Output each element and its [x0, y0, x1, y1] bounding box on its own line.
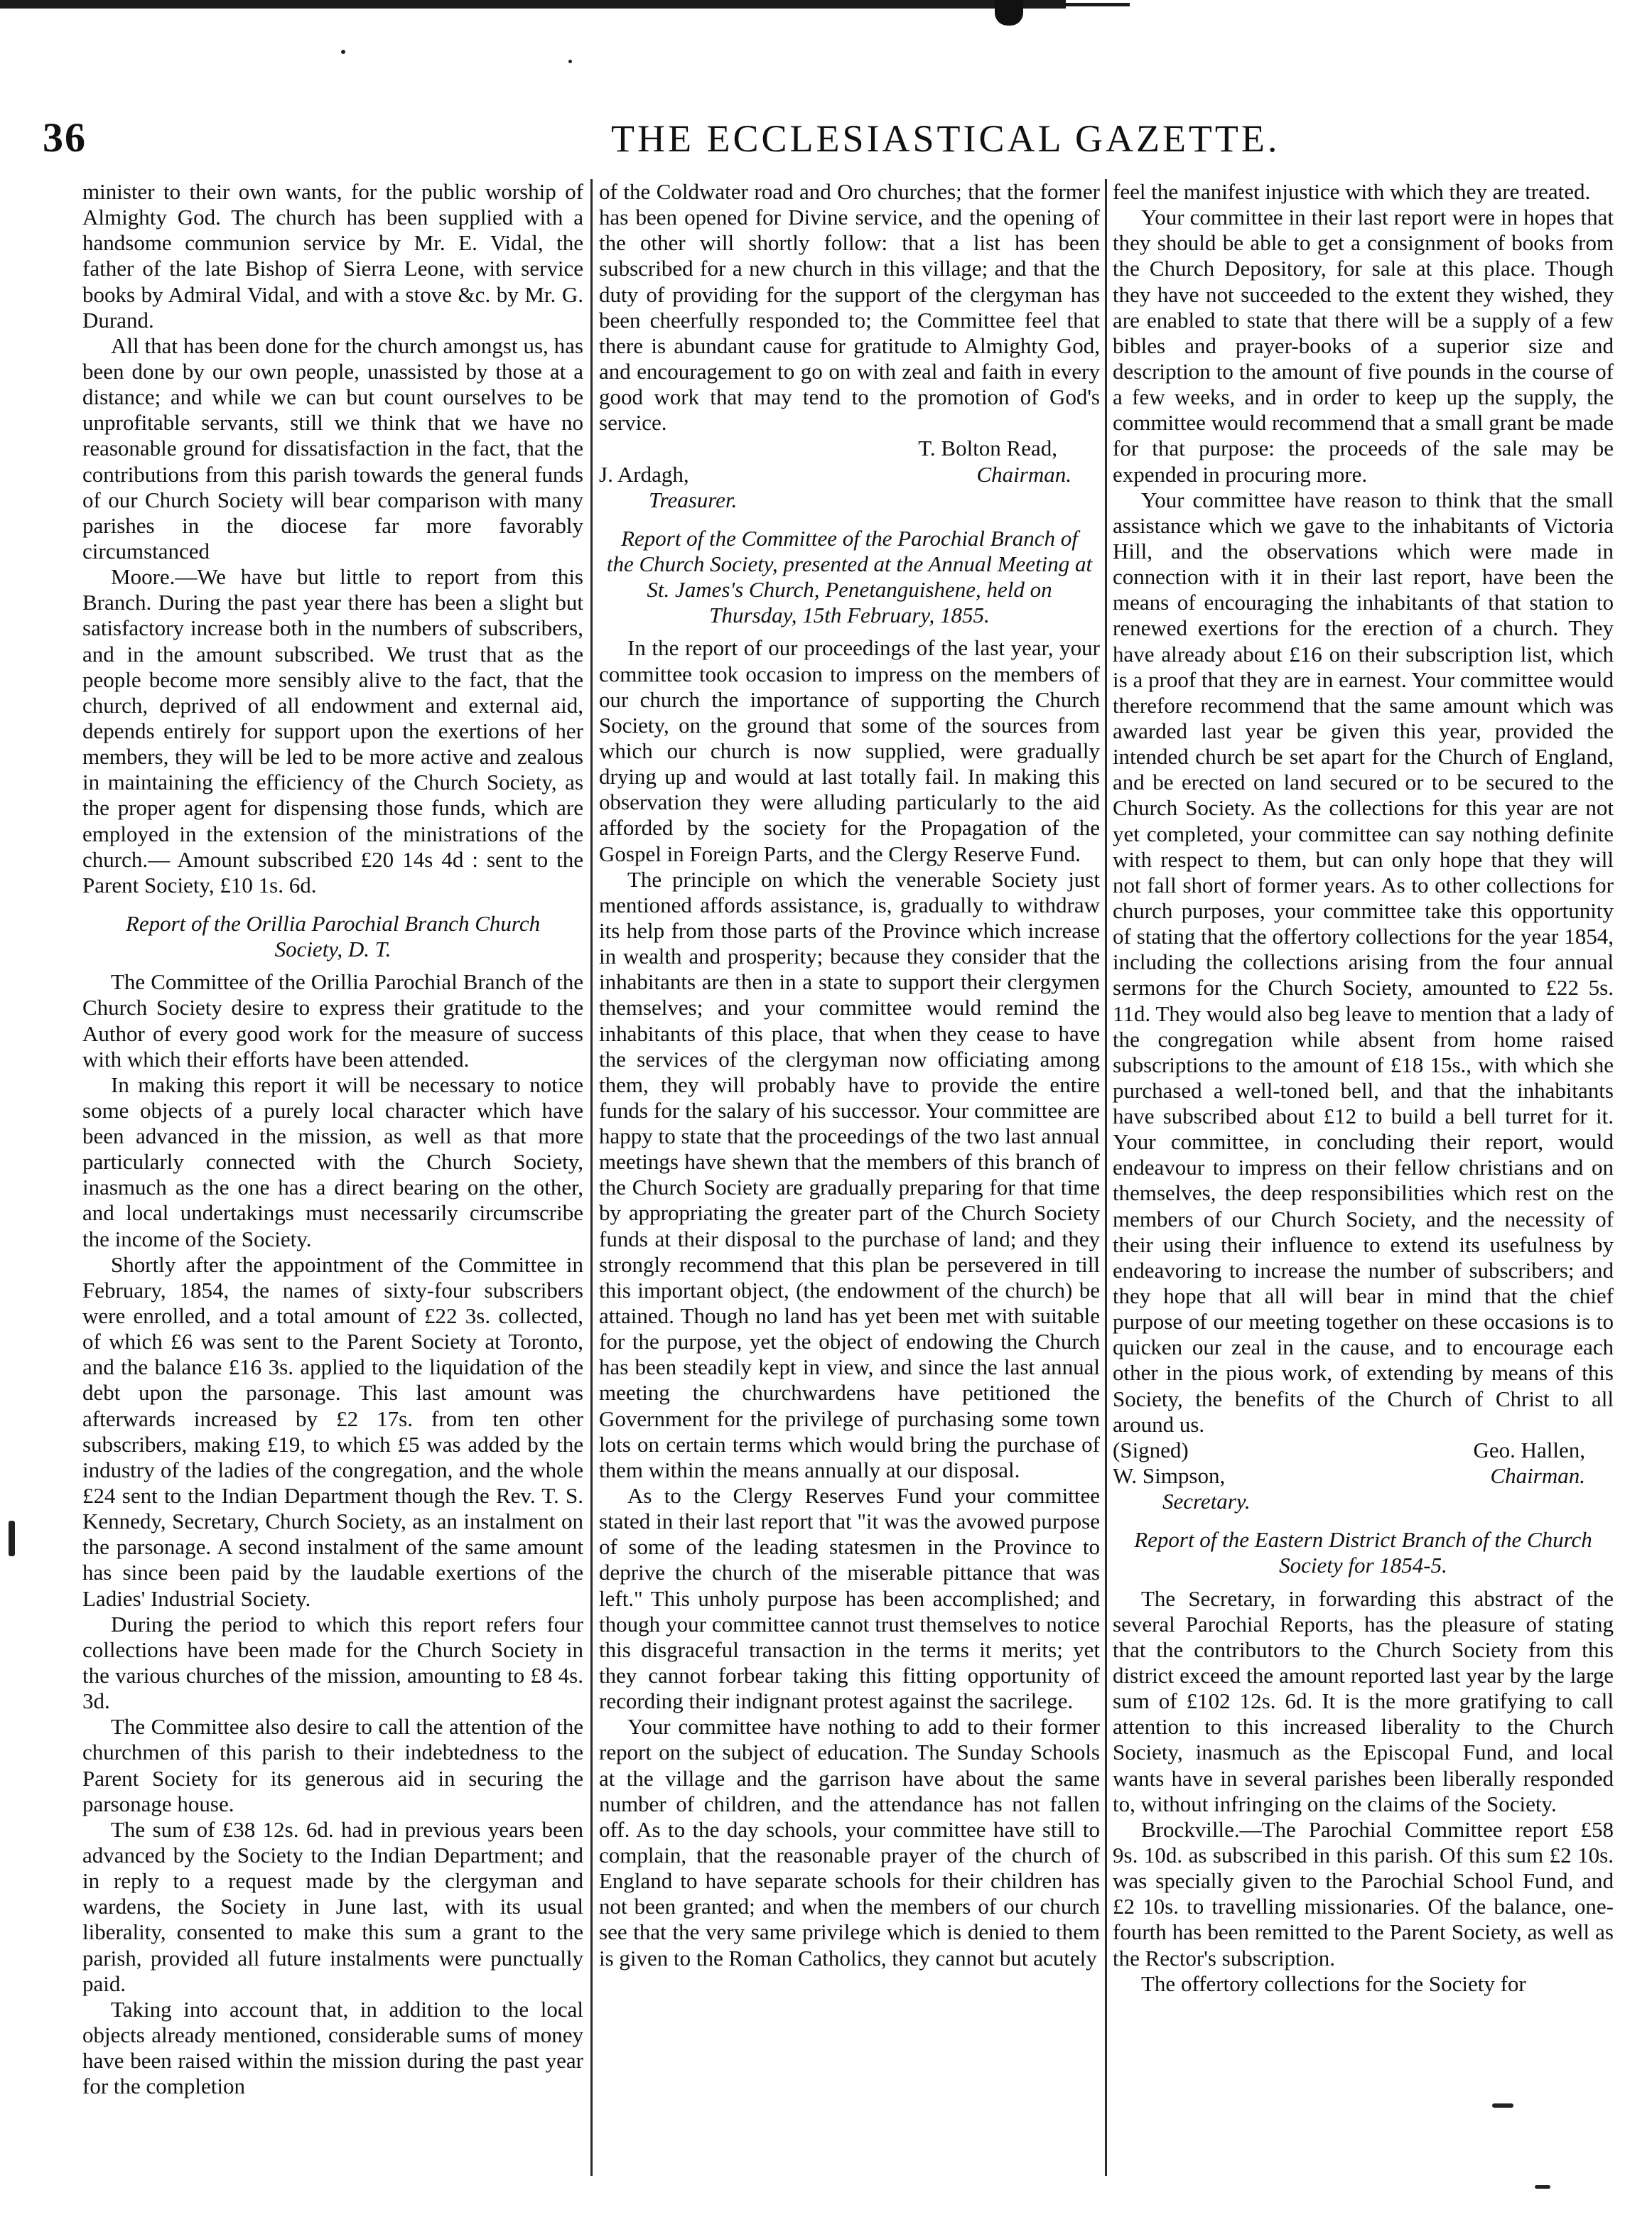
paragraph: Your committee have nothing to add to their former report on the subject of education. The Sunday Schools at the village and the garrison have about the same number of children, and the attendance has not fallen off. As to the day schools, your committee have still to complain, that the reasonable prayer of the church of England to have separate schools for their children has not been granted; and when the members of our church see that the very same privilege which is denied to them is given to the Roman Catholics, they cannot but acutely: [599, 1714, 1100, 1971]
running-title: THE ECCLESIASTICAL GAZETTE.: [611, 117, 1280, 160]
top-border-rule-fragment: [1066, 3, 1130, 6]
signature-name: W. Simpson,: [1113, 1463, 1226, 1489]
top-border-rule: [0, 0, 1066, 9]
paragraph: The Secretary, in forwarding this abstract of the several Parochial Reports, has the pleasure of stating that the contributors to the Church Society from this district exceed the amount reported last year by the large sum of £102 12s. 6d. It is the more gratifying to call attention to this increased liberality to the Church Society, inasmuch as the Episcopal Fund, and local wants have in several parishes been liberally responded to, without infringing on the claims of the Society.: [1113, 1585, 1614, 1816]
signature-line: T. Bolton Read,: [918, 436, 1057, 461]
paragraph: Brockville.—The Parochial Committee report £58 9s. 10d. as subscribed in this parish. Of this sum £2 10s. was specially given to the Parochial School Fund, and £2 10s. to travelling missionaries. Of the balance, one-fourth has been remitted to the Parent Society, as well as the Rector's subscription.: [1113, 1816, 1614, 1971]
report-heading: Report of the Orillia Parochial Branch Church Society, D. T.: [125, 910, 541, 962]
paragraph: All that has been done for the church amongst us, has been done by our own people, unassisted by those at a distance; and while we can but count ourselves to be unprofitable servants, still we think that we have no reasonable ground for dissatisfaction in the fact, that the contributions from this parish towards the general funds of our Church Society will bear comparison with many parishes in the diocese far more favorably circumstanced: [82, 333, 583, 564]
paragraph: of the Coldwater road and Oro churches; that the former has been opened for Divine service, and the opening of the other will shortly follow: that a list has been subscribed for a new church in this village; and that the duty of providing for the support of the clergyman has been cheerfully responded to; the Committee feel that there is abundant cause for gratitude to Almighty God, and encouragement to go on with zeal and faith in every good work that may tend to the promotion of God's service.: [599, 179, 1100, 436]
page-header: [43, 114, 1613, 163]
paragraph: As to the Clergy Reserves Fund your committee stated in their last report that "it was the avowed purpose of some of the leading statesmen in the Province to deprive the church of the miserable pittance that was left." This unholy purpose has been accomplished; and though your committee cannot trust themselves to notice this disgraceful transaction in the terms it merits; yet they cannot forbear taking this fitting opportunity of recording their indignant protest against the sacrilege.: [599, 1483, 1100, 1714]
paragraph: In the report of our proceedings of the last year, your committee took occasion to impress on the members of our church the importance of supporting the Church Society, on the ground that some of the sources from which our church is now supplied, were gradually drying up and would at last totally fail. In making this observation they were alluding particularly to the aid afforded by the society for the Propagation of the Gospel in Foreign Parts, and the Clergy Reserve Fund.: [599, 635, 1100, 866]
paragraph: Shortly after the appointment of the Committee in February, 1854, the names of sixty-four subscribers were enrolled, and a total amount of £22 3s. collected, of which £6 was sent to the Parent Society at Toronto, and the balance £16 3s. applied to the liquidation of the debt upon the parsonage. This last amount was afterwards increased by £2 17s. from ten other subscribers, making £19, to which £5 was added by the industry of the ladies of the congregation, and the whole £24 sent to the Indian Department though the Rev. T. S. Kennedy, Secretary, Church Society, as an instalment on the parsonage. A second instalment of the same amount has since been paid by the laudable exertions of the Ladies' Industrial Society.: [82, 1251, 583, 1611]
paragraph: feel the manifest injustice with which they are treated.: [1113, 179, 1591, 204]
paragraph: The principle on which the venerable Society just mentioned affords assistance, is, gradually to withdraw its help from those parts of the Province which increase in wealth and prosperity; because they consider that the inhabitants are then in a state to support their clergymen themselves; and your committee would remind the inhabitants of this place, that when they cease to have the services of the clergyman now officiating among them, they will probably have to provide the entire funds for the salary of his successor. Your committee are happy to state that the proceedings of the two last annual meetings have shewn that the members of this branch of the Church Society are gradually preparing for that time by appropriating the greater part of the Church Society funds at their disposal to the purchase of land; and they strongly recommend that this plan be persevered in till this important object, (the endowment of the church) be attained. Though no land has yet been met with suitable for the purpose, yet the object of endowing the Church has been steadily kept in view, and since the last annual meeting the churchwardens have petitioned the Government for the privilege of purchasing some town lots on certain terms which would bring the purchase of them within the means annually at our disposal.: [599, 866, 1100, 1482]
page-number: 36: [43, 114, 87, 161]
column-divider: [590, 179, 593, 2176]
paragraph: Taking into account that, in addition to the local objects already mentioned, considerable sums of money have been raised within the mission during the past year for the completion: [82, 1996, 583, 2099]
signature-block: [1113, 1438, 1614, 1514]
signature-role: Geo. Hallen,: [1473, 1437, 1585, 1462]
printer-mark: [995, 0, 1023, 26]
signature-line: [1113, 1463, 1614, 1489]
signature-line: [599, 462, 1100, 487]
paragraph: Your committee in their last report were in hopes that they should be able to get a consignment of books from the Church Depository, for sale at this place. Though they have not succeeded to the extent they wished, they are enabled to state that there will be a supply of a few bibles and prayer-books of a superior size and description to the amount of five pounds in the course of a few weeks, and in order to keep up the supply, the committee would recommend that a small grant be made for that purpose: the proceeds of the sale may be expended in procuring more.: [1113, 205, 1614, 487]
text-column-3: [1113, 179, 1614, 2176]
signature-name: J. Ardagh,: [599, 461, 689, 487]
signature-line: [1113, 1438, 1614, 1463]
paragraph: In making this report it will be necessary to notice some objects of a purely local character which have been advanced in the mission, as well as that more particularly connected with the Church Society, inasmuch as the one has a direct bearing on the other, and local undertakings must necessarily circumscribe the income of the Society.: [82, 1072, 583, 1251]
paragraph: The sum of £38 12s. 6d. had in previous years been advanced by the Society to the Indian Department; and in reply to a request made by the clergyman and wardens, the Society in June last, with its usual liberality, consented to make this sum a grant to the parish, provided all future instalments were punctually paid.: [82, 1816, 583, 1996]
paragraph: The Committee also desire to call the attention of the churchmen of this parish to their indebtedness to the Parent Society for its generous aid in securing the parsonage house.: [82, 1714, 583, 1816]
signature-name: (Signed): [1113, 1437, 1189, 1462]
paragraph: Moore.—We have but little to report from this Branch. During the past year there has been a slight but satisfactory increase both in the numbers of subscribers, and in the amount subscribed. We trust that as the people become more sensibly alive to the fact, that the church, deprived of all endowment and external aid, depends entirely for support upon the exertions of her members, they will be led to be more active and zealous in maintaining the efficiency of the Church Society, as the proper agent for dispensing those funds, which are employed in the extension of the ministrations of the church.— Amount subscribed £20 14s 4d : sent to the Parent Society, £10 1s. 6d.: [82, 564, 583, 898]
signature-block: [599, 436, 1100, 512]
signature-role: Chairman.: [1490, 1463, 1585, 1489]
report-heading: Report of the Committee of the Parochial Branch of the Church Society, presented at the Annual Meeting at St. James's Church, Penetanguishene, held on Thursday, 15th February, 1855.: [606, 525, 1093, 628]
text-column-1: [82, 179, 583, 2176]
paragraph: During the period to which this report refers four collections have been made for the Church Society in the various churches of the mission, amounting to £8 4s. 3d.: [82, 1611, 583, 1714]
column-divider: [1105, 179, 1107, 2176]
signature-role: Chairman.: [976, 461, 1071, 487]
paragraph: minister to their own wants, for the public worship of Almighty God. The church has been supplied with a handsome communion service by Mr. E. Vidal, the father of the late Bishop of Sierra Leone, with service books by Admiral Vidal, and with a stove &c. by Mr. G. Durand.: [82, 179, 583, 333]
report-heading: Report of the Eastern District Branch of the Church Society for 1854-5.: [1134, 1527, 1592, 1578]
text-column-2: [599, 179, 1100, 2176]
paragraph: Your committee have reason to think that the small assistance which we gave to the inhabitants of Victoria Hill, and the observations which were made in connection with it in their last report, have been the means of encouraging the inhabitants of that station to renewed exertions for the erection of a church. They have already about £16 on their subscription list, which is a proof that they are in earnest. Your committee would therefore recommend that the same amount which was awarded last year be given this year, provided the intended church be set apart for the Church of England, and be erected on land secured or to be secured to the Church Society. As the collections for this year are not yet completed, your committee can say nothing definite with respect to them, but can only hope that they will not fall short of former years. As to other collections for church purposes, your committee take this opportunity of stating that the offertory collections for the year 1854, including the collections arising from the four annual sermons for the Church Society, amounted to £22 5s. 11d. They would also beg leave to mention that a lady of the congregation while absent from home raised subscriptions to the amount of £18 15s., with which she purchased a well-toned bell, and that the inhabitants have subscribed about £12 to build a bell turret for it. Your committee, in concluding their report, would endeavour to impress on their fellow christians and on themselves, the deep responsibilities which rest on the members of our Church Society, and the necessity of their using their influence to extend its usefulness by endeavoring to increase the number of subscribers; and they hope that all will bear in mind that the chief purpose of our meeting together on these occasions is to quicken our zeal in the cause, and to encourage each other in the pious work, of extending by means of this Society, the benefits of the Church of Christ to all around us.: [1113, 487, 1614, 1437]
paragraph: The Committee of the Orillia Parochial Branch of the Church Society desire to express their gratitude to the Author of every good work for the measure of success with which their efforts have been attended.: [82, 969, 583, 1072]
signature-line: Treasurer.: [649, 487, 738, 512]
signature-line: Secretary.: [1162, 1489, 1251, 1514]
paragraph: The offertory collections for the Society for: [1141, 1971, 1526, 1996]
